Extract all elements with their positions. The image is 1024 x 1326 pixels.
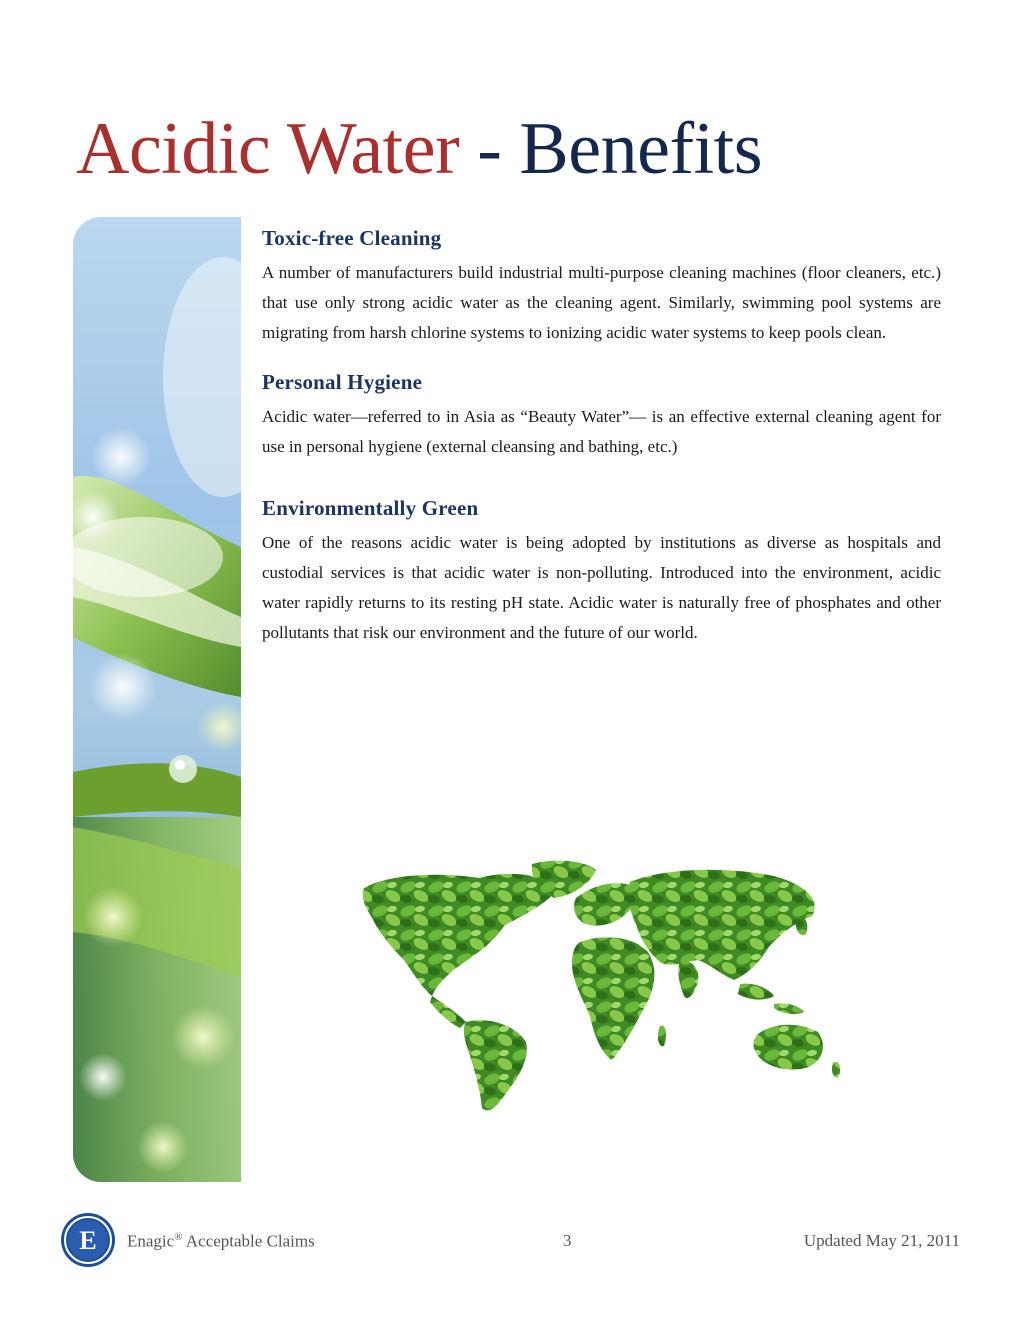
section-body: One of the reasons acidic water is being adopted by institutions as diverse as hospitals and custodial services is that acidic water is non-polluting. Introduced into the environment, acidic water rapidly returns to its resting pH state. Acidic water is naturally free of phosphates and other pollutants that risk our environment and the future of our world. [262, 533, 941, 642]
section-heading: Personal Hygiene [262, 370, 423, 394]
footer-brand-text [127, 1231, 315, 1252]
page-title [76, 108, 762, 190]
section-body: A number of manufacturers build industrial multi-purpose cleaning machines (floor cleaners, etc.) that use only strong acidic water as the cleaning agent. Similarly, swimming pool systems are migrating from harsh chlorine systems to ionizing acidic water systems to keep pools clean. [262, 263, 941, 342]
enagic-logo-icon [60, 1212, 116, 1268]
section-heading: Environmentally Green [262, 496, 479, 520]
leafy-world-map-image [344, 856, 854, 1114]
footer-brand-suffix: Acceptable Claims [182, 1231, 315, 1251]
side-photo-leaf-water [73, 217, 241, 1182]
title-separator: - [459, 108, 520, 190]
section-toxic-free-cleaning [262, 226, 941, 348]
section-heading: Toxic-free Cleaning [262, 226, 442, 250]
updated-date: Updated May 21, 2011 [803, 1231, 960, 1250]
world-map-icon [344, 856, 854, 1114]
section-environmentally-green [262, 496, 941, 648]
footer-brand: Enagic [127, 1231, 175, 1251]
page-number: 3 [563, 1231, 572, 1250]
section-body: Acidic water—referred to in Asia as “Beauty Water”— is an effective external cleaning agent for use in personal hygiene (external cleansing and bathing, etc.) [262, 407, 941, 456]
page-footer [60, 1212, 964, 1268]
logo-letter: E [79, 1226, 97, 1255]
leaf-water-photo [73, 217, 241, 1182]
title-blue-part: Benefits [519, 108, 762, 190]
content-column [262, 226, 941, 648]
section-personal-hygiene [262, 370, 941, 462]
title-red-part: Acidic Water [76, 108, 460, 190]
registered-mark: ® [174, 1231, 183, 1243]
